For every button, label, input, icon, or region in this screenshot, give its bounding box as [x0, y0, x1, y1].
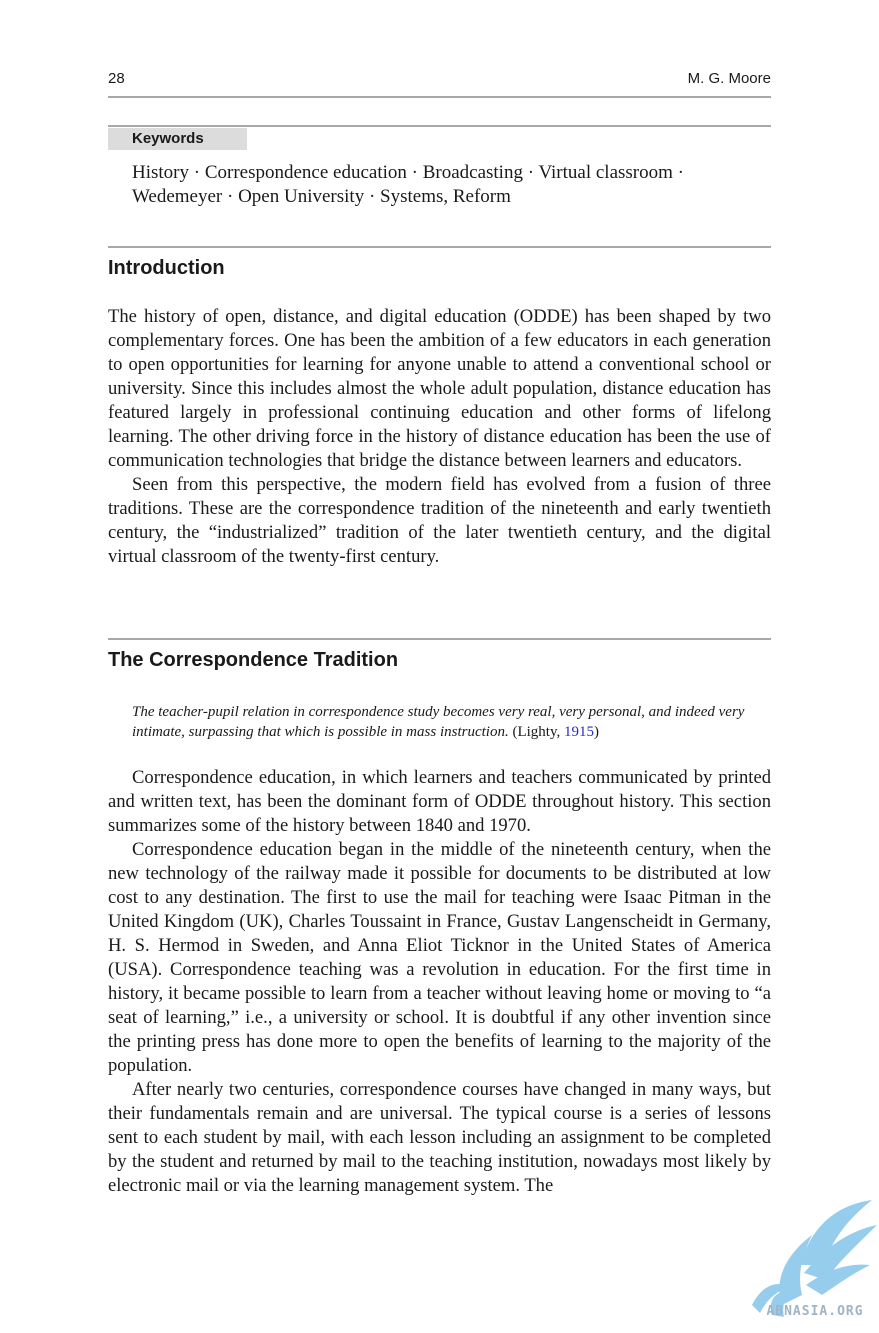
paragraph: After nearly two centuries, correspondence courses have changed in many ways, but their fundamentals remain and are universal. The typical course is a series of lessons sent to each student by mail, with each lesson including an assignment to be completed by the student and returned by mail to the teaching institution, nowadays most likely by electronic mail or via the learning management system. The [108, 1079, 771, 1196]
section-heading-correspondence: The Correspondence Tradition [108, 649, 399, 671]
running-head-author: M. G. Moore [687, 70, 771, 87]
epigraph-quote: The teacher-pupil relation in correspondence study becomes very real, very personal, and indeed very intimate, surpassing that which is possible in mass instruction. [132, 704, 745, 740]
epigraph-citation: (Lighty, 1915) [512, 724, 599, 740]
epigraph [132, 702, 752, 742]
keywords-line: History · Correspondence education · Broadcasting · Virtual classroom · [132, 162, 684, 183]
paragraph: Seen from this perspective, the modern field has evolved from a fusion of three traditions. These are the correspondence tradition of the nineteenth and early twentieth century, the “industrialized” tradition of the later twentieth century, and the digital virtual classroom of the twenty-first century. [108, 474, 771, 567]
section-rule [108, 638, 771, 640]
paragraph: The history of open, distance, and digital education (ODDE) has been shaped by two complementary forces. One has been the ambition of a few educators in each generation to open opportunities for learning for anyone unable to attend a conventional school or university. Since this includes almost the whole adult population, distance education has featured largely in professional continuing education and other forms of lifelong learning. The other driving force in the history of distance education has been the use of communication technologies that bridge the distance between learners and educators. [108, 306, 771, 471]
keywords-list [132, 161, 732, 209]
keywords-label: Keywords [108, 128, 247, 150]
header-rule [108, 96, 771, 98]
paragraph: Correspondence education began in the middle of the nineteenth century, when the new technology of the railway made it possible for documents to be distributed at low cost to any destination. The first to use the mail for teaching were Isaac Pitman in the United Kingdom (UK), Charles Toussaint in France, Gustav Langenscheidt in Germany, H. S. Hermod in Sweden, and Anna Eliot Ticknor in the United States of America (USA). Correspondence teaching was a revolution in education. For the first time in history, it became possible to learn from a teacher without leaving home or moving to “a seat of learning,” i.e., a university or school. It is doubtful if any other invention since the printing press has done more to open the benefits of learning to the majority of the population. [108, 839, 771, 1076]
section-heading-introduction: Introduction [108, 257, 225, 279]
running-head [108, 70, 771, 87]
paragraph: Correspondence education, in which learners and teachers communicated by printed and written text, has been the dominant form of ODDE throughout history. This section summarizes some of the history between 1840 and 1970. [108, 767, 771, 836]
correspondence-body [108, 766, 771, 1198]
keywords-rule [108, 125, 771, 127]
page-number: 28 [108, 70, 125, 87]
keywords-line: Wedemeyer · Open University · Systems, Reform [132, 186, 511, 207]
introduction-body [108, 305, 771, 569]
watermark-text: ABNASIA.ORG [766, 1304, 864, 1319]
citation-year-link[interactable]: 1915 [563, 724, 594, 740]
section-rule [108, 246, 771, 248]
